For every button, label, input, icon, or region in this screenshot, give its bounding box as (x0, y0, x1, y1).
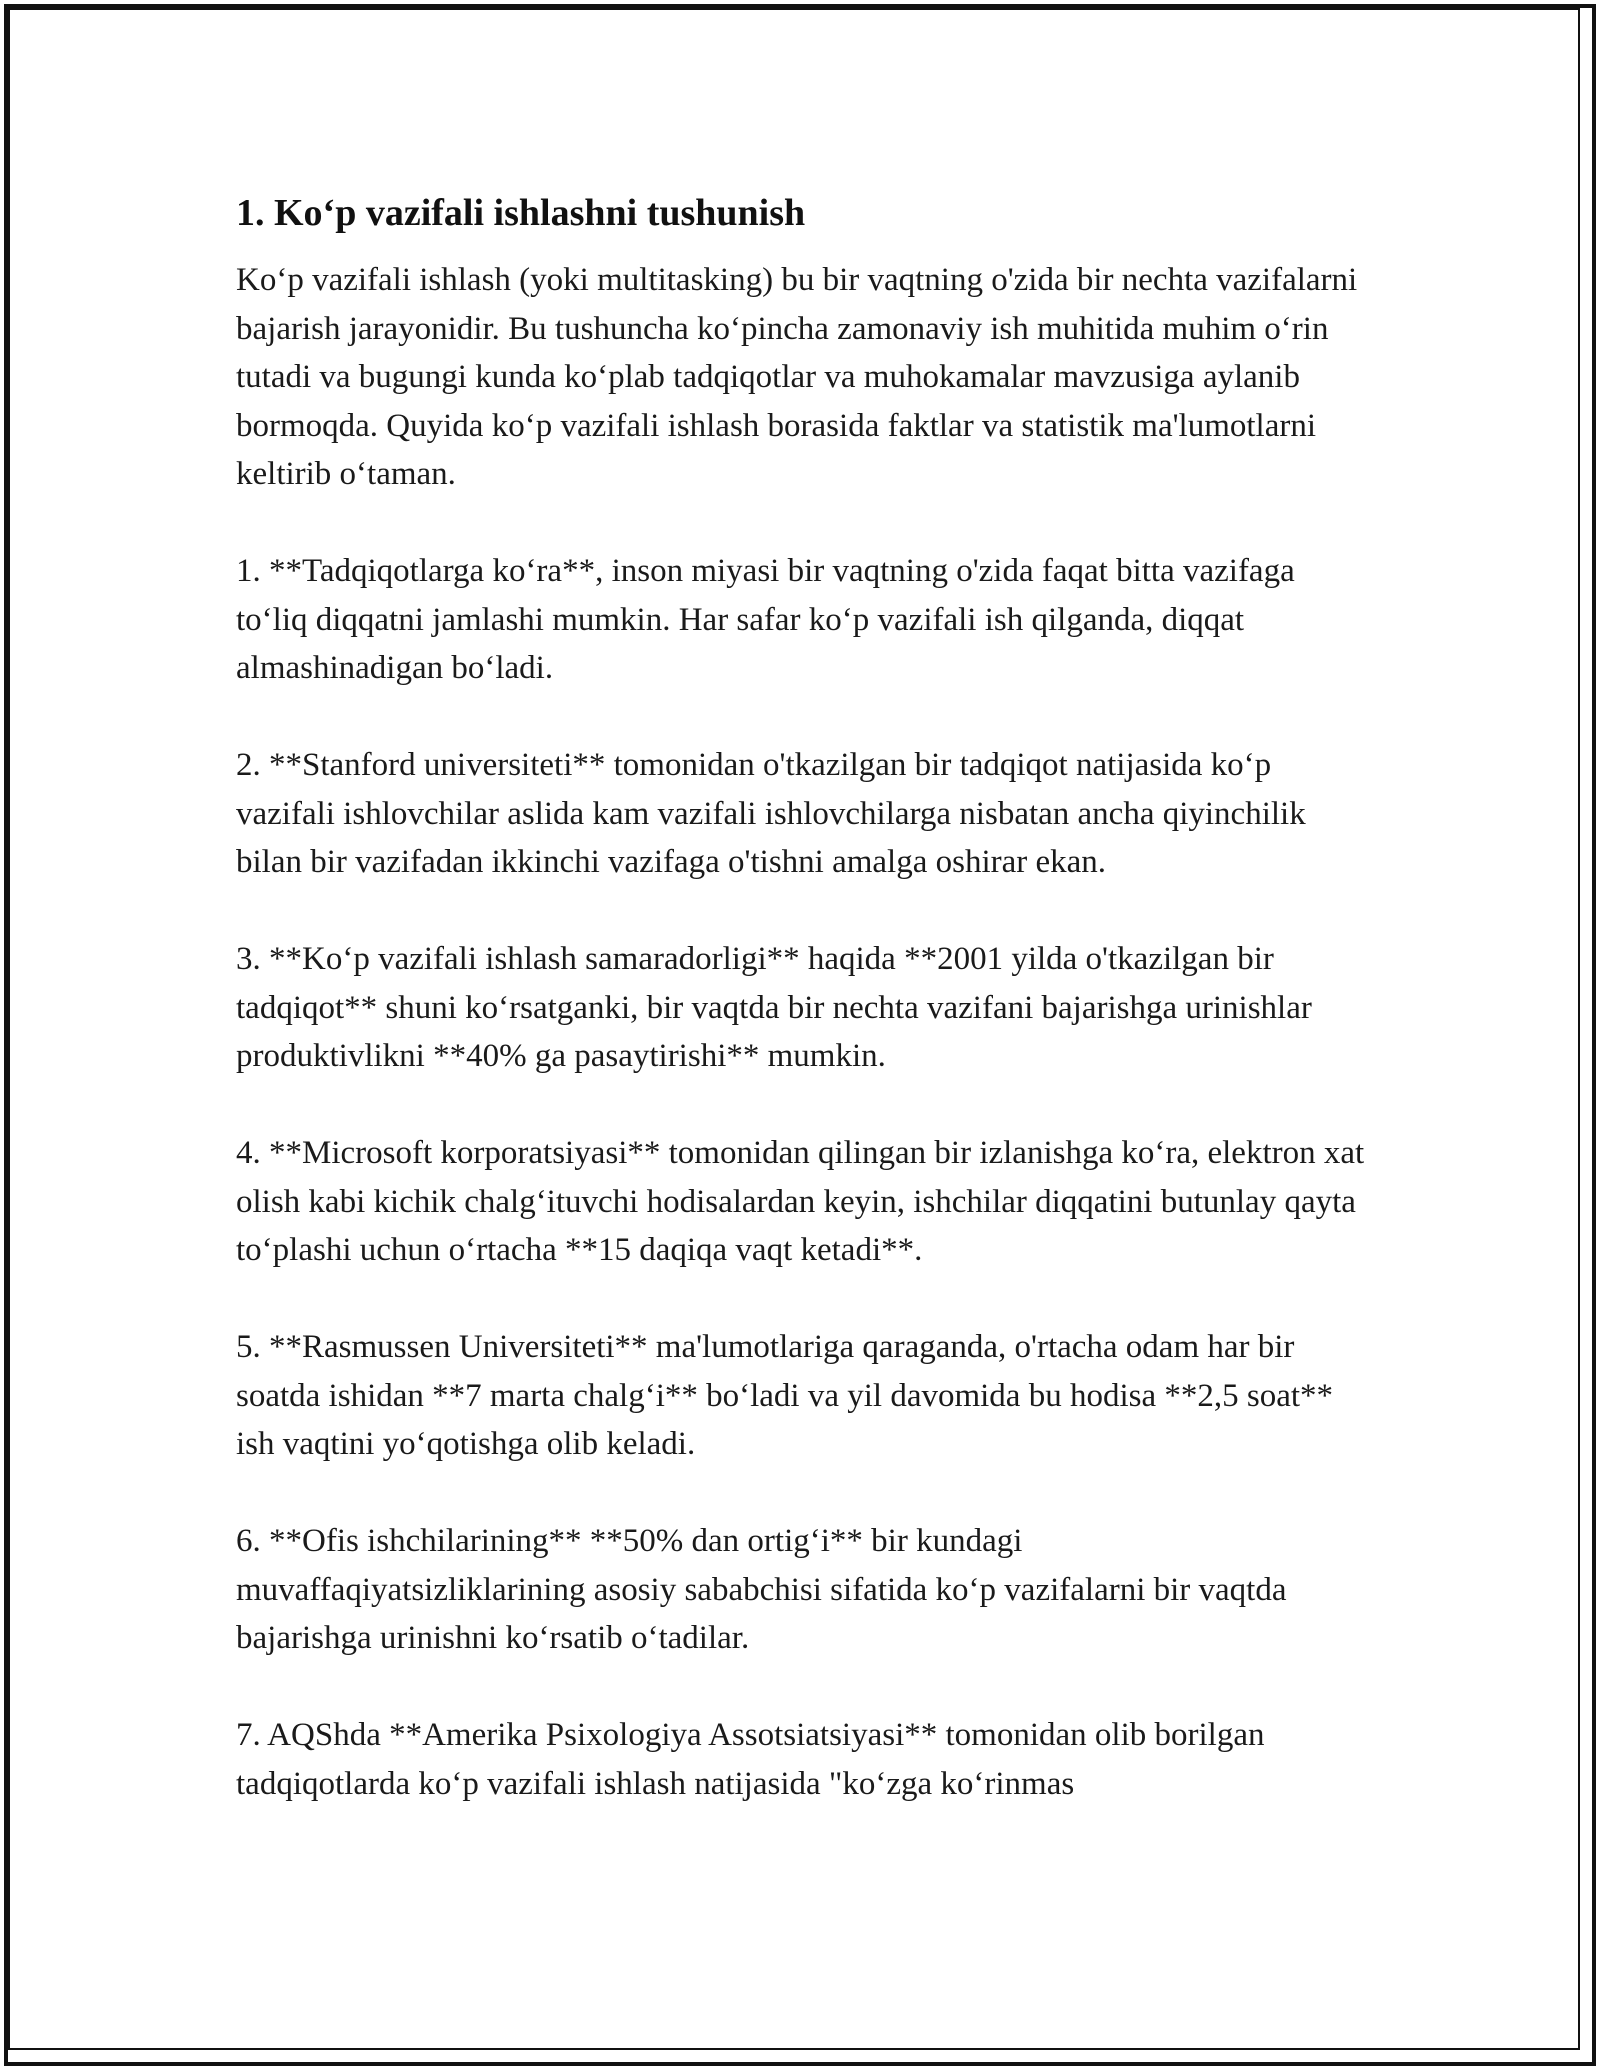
fact-paragraph-6: 6. **Ofis ishchilarining** **50% dan ortig‘i** bir kundagi muvaffaqiyatsizliklarining asosiy sababchisi sifatida ko‘p vazifalarni bir vaqtda bajarishga urinishni ko‘rsatib o‘tadilar. (236, 1523, 1287, 1656)
fact-paragraph-7: 7. AQShda **Amerika Psixologiya Assotsiatsiyasi** tomonidan olib borilgan tadqiqotlarda ko‘p vazifali ishlash natijasida "ko‘zga ko‘rinmas (236, 1717, 1265, 1802)
fact-paragraph-1: 1. **Tadqiqotlarga ko‘ra**, inson miyasi bir vaqtning o'zida faqat bitta vazifaga to‘liq diqqatni jamlashi mumkin. Har safar ko‘p vazifali ish qilganda, diqqat almashinadigan bo‘ladi. (236, 553, 1295, 686)
fact-paragraph-2: 2. **Stanford universiteti** tomonidan o'tkazilgan bir tadqiqot natijasida ko‘p vazifali ishlovchilar aslida kam vazifali ishlovchilarga nisbatan ancha qiyinchilik bilan bir vazifadan ikkinchi vazifaga o'tishni amalga oshirar ekan. (236, 747, 1306, 880)
fact-paragraph-4: 4. **Microsoft korporatsiyasi** tomonidan qilingan bir izlanishga ko‘ra, elektron xat olish kabi kichik chalg‘ituvchi hodisalardan keyin, ishchilar diqqatini butunlay qayta to‘plashi uchun o‘rtacha **15 daqiqa vaqt ketadi**. (236, 1135, 1365, 1268)
document-page (236, 186, 1366, 1857)
fact-paragraph-5: 5. **Rasmussen Universiteti** ma'lumotlariga qaraganda, o'rtacha odam har bir soatda ishidan **7 marta chalg‘i** bo‘ladi va yil davomida bu hodisa **2,5 soat** ish vaqtini yo‘qotishga olib keladi. (236, 1329, 1334, 1462)
fact-paragraph-3: 3. **Ko‘p vazifali ishlash samaradorligi** haqida **2001 yilda o'tkazilgan bir tadqiqot** shuni ko‘rsatganki, bir vaqtda bir nechta vazifani bajarishga urinishlar produktivlikni **40% ga pasaytirishi** mumkin. (236, 941, 1312, 1074)
intro-paragraph: Ko‘p vazifali ishlash (yoki multitasking) bu bir vaqtning o'zida bir nechta vazifalarni bajarish jarayonidir. Bu tushuncha ko‘pincha zamonaviy ish muhitida muhim o‘rin tutadi va bugungi kunda ko‘plab tadqiqotlar va muhokamalar mavzusiga aylanib bormoqda. Quyida ko‘p vazifali ishlash borasida faktlar va statistik ma'lumotlarni keltirib o‘taman. (236, 262, 1358, 492)
section-heading: 1. Ko‘p vazifali ishlashni tushunish (236, 192, 806, 234)
